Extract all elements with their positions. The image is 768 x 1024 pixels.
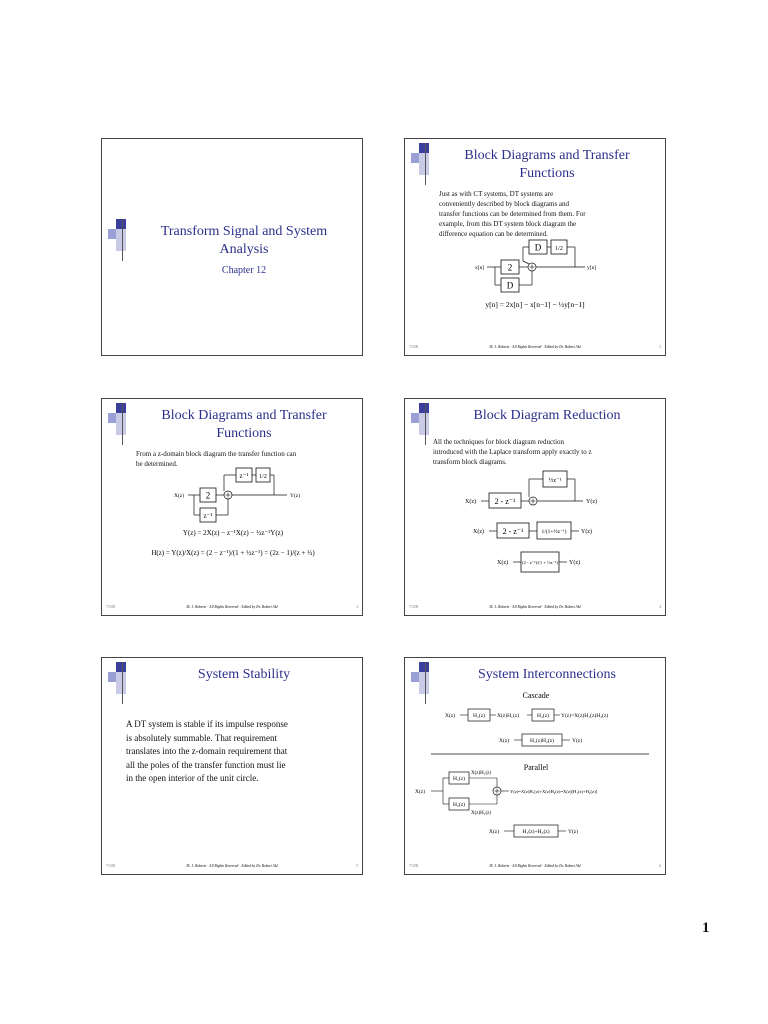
svg-text:X(z)H₁(z): X(z)H₁(z) bbox=[497, 713, 520, 719]
svg-text:X(z): X(z) bbox=[499, 738, 510, 744]
slide-title: System Stability bbox=[197, 667, 291, 682]
svg-text:1/2: 1/2 bbox=[259, 474, 267, 480]
svg-text:H₂(z): H₂(z) bbox=[453, 802, 465, 808]
slide-subtitle: Chapter 12 bbox=[221, 265, 267, 276]
svg-text:H₁(z): H₁(z) bbox=[453, 776, 465, 782]
svg-text:(2 - z⁻¹)/(1 + ½z⁻¹): (2 - z⁻¹)/(1 + ½z⁻¹) bbox=[522, 560, 558, 565]
svg-text:H₁(z): H₁(z) bbox=[473, 713, 485, 719]
svg-text:½z⁻¹: ½z⁻¹ bbox=[548, 477, 562, 484]
svg-text:2 - z⁻¹: 2 - z⁻¹ bbox=[502, 527, 524, 536]
svg-text:Y(z): Y(z) bbox=[586, 499, 597, 505]
slide-1 bbox=[101, 138, 363, 356]
svg-text:X(z): X(z) bbox=[489, 829, 500, 835]
svg-text:z⁻¹: z⁻¹ bbox=[203, 512, 213, 520]
output-label: y[n] bbox=[587, 265, 597, 271]
svg-text:H₁(z)+H₂(z): H₁(z)+H₂(z) bbox=[522, 829, 550, 835]
difference-equation: y[n] = 2x[n] − x[n−1] − ½y[n−1] bbox=[485, 300, 585, 309]
slide-footer: 7/3/08 M. J. Roberts - All Rights Reserved - Edited by Dr. Robert Akl 4 bbox=[409, 605, 661, 609]
slide-title: Transform Signal and System Analysis bbox=[160, 224, 328, 257]
slide-title: System Interconnections bbox=[477, 667, 617, 682]
slide-2 bbox=[404, 138, 666, 356]
svg-text:X(z): X(z) bbox=[473, 529, 484, 535]
output-label: Y(z) bbox=[290, 493, 301, 499]
slide-4 bbox=[404, 398, 666, 616]
svg-text:Y(z): Y(z) bbox=[569, 560, 580, 566]
slide-paragraph: All the techniques for block diagram reduction introduced with the Laplace transform apply exactly to z transform block diagrams. bbox=[433, 438, 592, 466]
svg-text:z⁻¹: z⁻¹ bbox=[239, 472, 249, 480]
svg-text:X(z): X(z) bbox=[497, 560, 508, 566]
slide-title: Block Diagram Reduction bbox=[473, 408, 621, 423]
svg-text:H₁(z)H₂(z): H₁(z)H₂(z) bbox=[530, 738, 554, 744]
cascade-label: Cascade bbox=[522, 691, 550, 700]
parallel-label: Parallel bbox=[523, 763, 549, 772]
slide-footer: 7/3/08 M. J. Roberts - All Rights Reserved - Edited by Dr. Robert Akl 2 bbox=[409, 345, 661, 349]
svg-text:Y(z): Y(z) bbox=[568, 829, 579, 835]
slide-footer: 7/3/08 M. J. Roberts - All Rights Reserved - Edited by Dr. Robert Akl 3 bbox=[106, 605, 358, 609]
slide-footer: 7/3/08 M. J. Roberts - All Rights Reserved - Edited by Dr. Robert Akl 5 bbox=[106, 864, 358, 868]
slide-title: Block Diagrams and Transfer Functions bbox=[161, 408, 327, 441]
svg-text:1/(1+½z⁻¹): 1/(1+½z⁻¹) bbox=[541, 529, 567, 535]
dt-block-diagram bbox=[405, 235, 666, 325]
input-label: X(z) bbox=[174, 493, 185, 499]
z-domain-block-diagram bbox=[102, 467, 363, 577]
slide-5 bbox=[101, 657, 363, 875]
equation-2: H(z) = Y(z)/X(z) = (2 − z⁻¹)/(1 + ½z⁻¹) = (2z − 1)/(z + ½) bbox=[151, 549, 315, 557]
svg-text:Y(z)=X(z)H₁(z)H₂(z): Y(z)=X(z)H₁(z)H₂(z) bbox=[561, 713, 609, 719]
svg-text:2 - z⁻¹: 2 - z⁻¹ bbox=[494, 497, 516, 506]
svg-text:X(z)H₁(z): X(z)H₁(z) bbox=[471, 771, 492, 776]
gain-label: 2 bbox=[507, 262, 513, 273]
slide-paragraph: From a z-domain block diagram the transfer function can be determined. bbox=[136, 450, 297, 468]
slide-6 bbox=[404, 657, 666, 875]
svg-text:X(z): X(z) bbox=[415, 789, 426, 795]
svg-text:X(z)H₂(z): X(z)H₂(z) bbox=[471, 811, 492, 816]
svg-text:Y(z): Y(z) bbox=[581, 529, 592, 535]
svg-text:D: D bbox=[534, 242, 542, 253]
delay-label: D bbox=[506, 280, 514, 291]
block-reduction-diagram bbox=[405, 467, 666, 587]
page-number: 1 bbox=[702, 920, 710, 936]
equation-1: Y(z) = 2X(z) − z⁻¹X(z) − ½z⁻¹Y(z) bbox=[182, 529, 284, 537]
svg-text:X(z): X(z) bbox=[445, 713, 456, 719]
slide-footer: 7/3/08 M. J. Roberts - All Rights Reserved - Edited by Dr. Robert Akl 6 bbox=[409, 864, 661, 868]
slide-3 bbox=[101, 398, 363, 616]
svg-text:H₂(z): H₂(z) bbox=[537, 713, 549, 719]
slide-paragraph: A DT system is stable if its impulse response is absolutely summable. That requirement translates into the z-domain requirement that all the poles of the transfer function must lie in the open interior of the unit circle. bbox=[126, 719, 288, 783]
svg-text:X(z): X(z) bbox=[465, 499, 476, 505]
svg-text:2: 2 bbox=[205, 490, 211, 501]
slide-title: Block Diagrams and Transfer Functions bbox=[464, 148, 630, 181]
interconnection-diagram bbox=[405, 686, 666, 866]
svg-text:Y(z)=X(z)H₁(z)+X(z)H₂(z)=X(z)[: Y(z)=X(z)H₁(z)+X(z)H₂(z)=X(z)[H₁(z)+H₂(z)] bbox=[510, 789, 598, 794]
slide-paragraph: Just as with CT systems, DT systems are conveniently described by block diagrams and transfer functions can be determined from them. For example, from this DT system block diagram the difference equation can be determined. bbox=[439, 190, 586, 238]
coef-label: 1/2 bbox=[555, 246, 563, 252]
input-label: x[n] bbox=[475, 265, 485, 271]
svg-text:Y(z): Y(z) bbox=[572, 738, 583, 744]
